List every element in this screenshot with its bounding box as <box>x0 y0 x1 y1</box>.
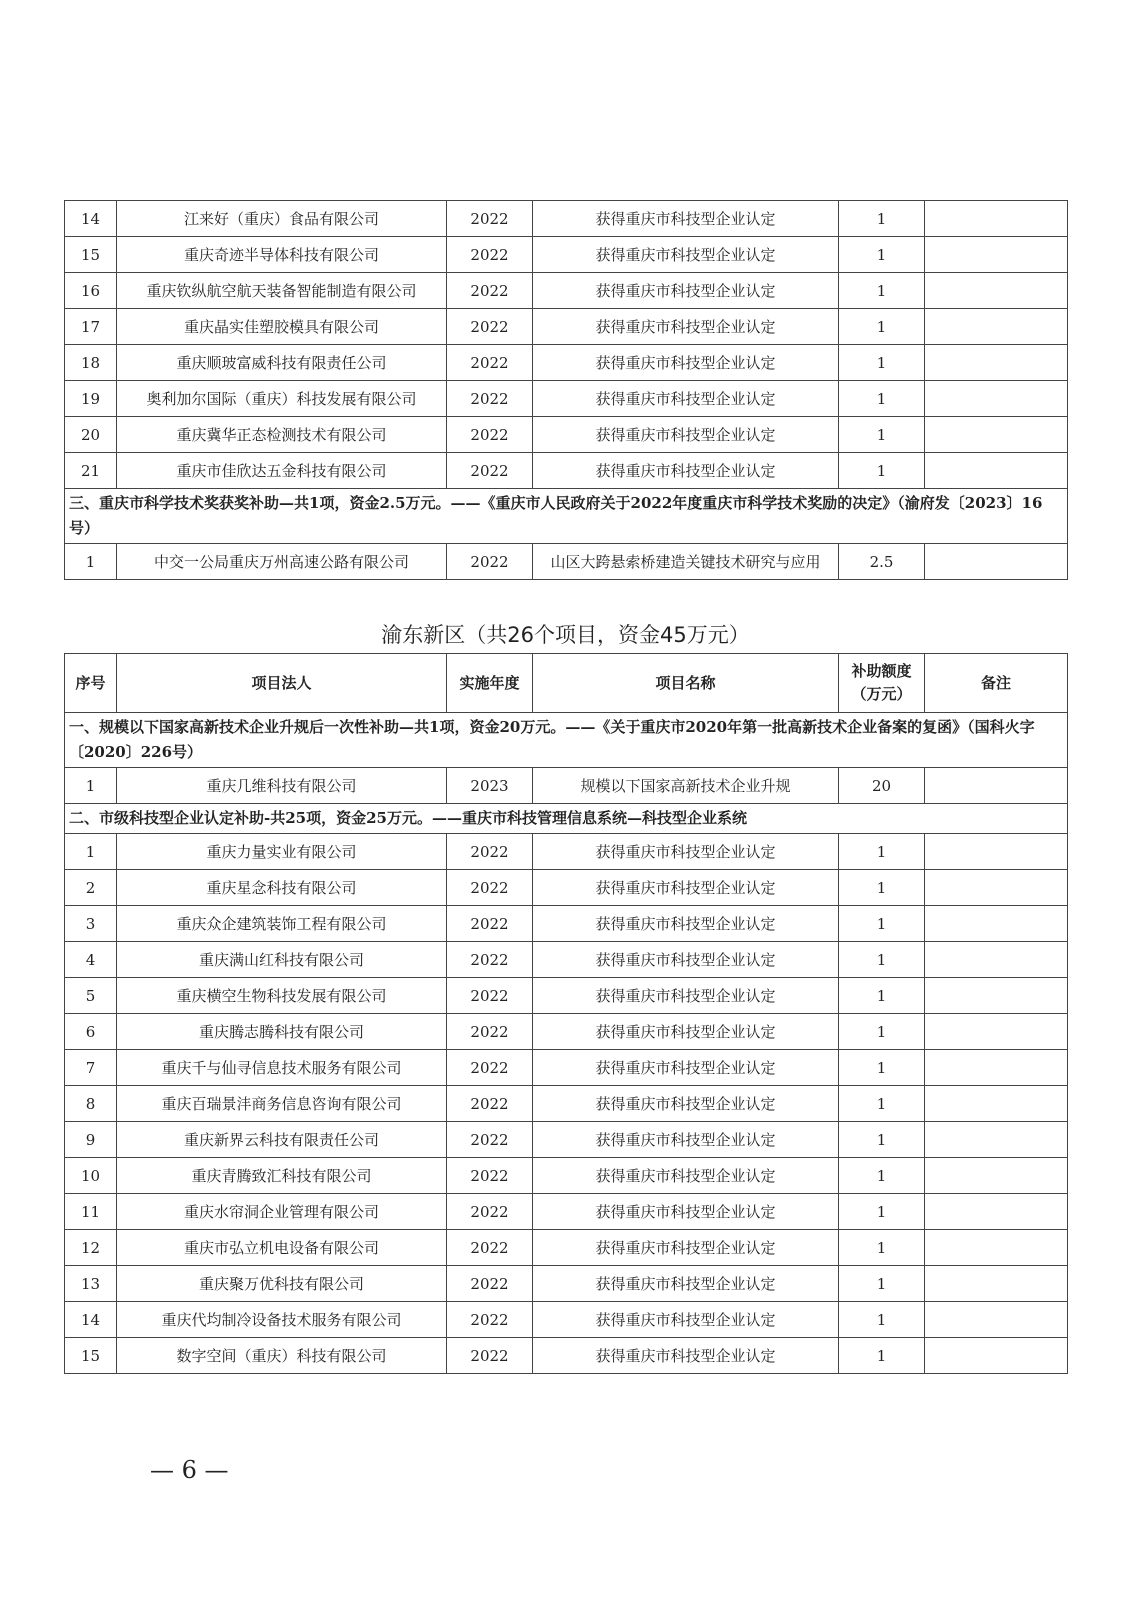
cell-subsidy: 1 <box>839 237 925 273</box>
cell-project-name: 获得重庆市科技型企业认定 <box>533 273 839 309</box>
cell-index: 18 <box>65 345 117 381</box>
cell-remarks <box>925 1122 1068 1158</box>
table-row <box>65 309 1068 345</box>
cell-index: 15 <box>65 1338 117 1374</box>
header-subsidy: 补助额度（万元） <box>839 654 925 713</box>
cell-remarks <box>925 273 1068 309</box>
cell-legal-entity: 重庆力量实业有限公司 <box>117 834 447 870</box>
cell-remarks <box>925 942 1068 978</box>
cell-index: 9 <box>65 1122 117 1158</box>
table-row <box>65 544 1068 580</box>
cell-index: 17 <box>65 309 117 345</box>
cell-index: 10 <box>65 1158 117 1194</box>
cell-remarks <box>925 1050 1068 1086</box>
cell-legal-entity: 数字空间（重庆）科技有限公司 <box>117 1338 447 1374</box>
table-row <box>65 453 1068 489</box>
cell-index: 20 <box>65 417 117 453</box>
cell-subsidy: 1 <box>839 1050 925 1086</box>
cell-project-name: 获得重庆市科技型企业认定 <box>533 1086 839 1122</box>
cell-legal-entity: 重庆横空生物科技发展有限公司 <box>117 978 447 1014</box>
cell-legal-entity: 重庆百瑞景沣商务信息咨询有限公司 <box>117 1086 447 1122</box>
table-row <box>65 201 1068 237</box>
table-row <box>65 870 1068 906</box>
cell-year: 2022 <box>447 453 533 489</box>
cell-project-name: 获得重庆市科技型企业认定 <box>533 1194 839 1230</box>
table-row <box>65 1194 1068 1230</box>
cell-year: 2022 <box>447 201 533 237</box>
cell-project-name: 获得重庆市科技型企业认定 <box>533 453 839 489</box>
table-row <box>65 1086 1068 1122</box>
cell-remarks <box>925 201 1068 237</box>
table-row <box>65 345 1068 381</box>
cell-project-name: 获得重庆市科技型企业认定 <box>533 417 839 453</box>
cell-subsidy: 1 <box>839 1158 925 1194</box>
cell-index: 15 <box>65 237 117 273</box>
cell-index: 7 <box>65 1050 117 1086</box>
cell-year: 2022 <box>447 1302 533 1338</box>
cell-remarks <box>925 1338 1068 1374</box>
cell-remarks <box>925 417 1068 453</box>
cell-year: 2022 <box>447 1050 533 1086</box>
table-row <box>65 1122 1068 1158</box>
cell-legal-entity: 重庆聚万优科技有限公司 <box>117 1266 447 1302</box>
cell-legal-entity: 重庆水帘洞企业管理有限公司 <box>117 1194 447 1230</box>
table-row <box>65 906 1068 942</box>
cell-legal-entity: 重庆千与仙寻信息技术服务有限公司 <box>117 1050 447 1086</box>
cell-remarks <box>925 1014 1068 1050</box>
table-row <box>65 1050 1068 1086</box>
cell-legal-entity: 重庆满山红科技有限公司 <box>117 942 447 978</box>
cell-subsidy: 1 <box>839 417 925 453</box>
cell-subsidy: 1 <box>839 1194 925 1230</box>
cell-year: 2022 <box>447 870 533 906</box>
cell-remarks <box>925 1266 1068 1302</box>
cell-project-name: 获得重庆市科技型企业认定 <box>533 237 839 273</box>
cell-subsidy: 1 <box>839 453 925 489</box>
cell-remarks <box>925 1158 1068 1194</box>
cell-project-name: 获得重庆市科技型企业认定 <box>533 345 839 381</box>
cell-subsidy: 1 <box>839 1338 925 1374</box>
table-row <box>65 768 1068 804</box>
cell-project-name: 获得重庆市科技型企业认定 <box>533 1338 839 1374</box>
cell-year: 2022 <box>447 1194 533 1230</box>
cell-year: 2022 <box>447 1014 533 1050</box>
cell-remarks <box>925 1086 1068 1122</box>
cell-year: 2022 <box>447 273 533 309</box>
cell-remarks <box>925 237 1068 273</box>
section-row-1 <box>65 713 1068 768</box>
cell-year: 2022 <box>447 942 533 978</box>
cell-subsidy: 1 <box>839 381 925 417</box>
cell-subsidy: 1 <box>839 834 925 870</box>
cell-subsidy: 1 <box>839 201 925 237</box>
cell-subsidy: 1 <box>839 1302 925 1338</box>
cell-subsidy: 1 <box>839 273 925 309</box>
cell-subsidy: 1 <box>839 1086 925 1122</box>
cell-year: 2022 <box>447 544 533 580</box>
cell-legal-entity: 重庆冀华正态检测技术有限公司 <box>117 417 447 453</box>
header-index: 序号 <box>65 654 117 713</box>
cell-legal-entity: 重庆市佳欣达五金科技有限公司 <box>117 453 447 489</box>
table-row <box>65 417 1068 453</box>
cell-project-name: 获得重庆市科技型企业认定 <box>533 201 839 237</box>
cell-index: 14 <box>65 201 117 237</box>
header-year: 实施年度 <box>447 654 533 713</box>
cell-legal-entity: 重庆腾志腾科技有限公司 <box>117 1014 447 1050</box>
table-row <box>65 1266 1068 1302</box>
cell-remarks <box>925 768 1068 804</box>
cell-project-name: 获得重庆市科技型企业认定 <box>533 870 839 906</box>
cell-subsidy: 1 <box>839 1122 925 1158</box>
header-row <box>65 654 1068 713</box>
table-row <box>65 273 1068 309</box>
cell-legal-entity: 奥利加尔国际（重庆）科技发展有限公司 <box>117 381 447 417</box>
cell-remarks <box>925 345 1068 381</box>
cell-index: 13 <box>65 1266 117 1302</box>
cell-project-name: 获得重庆市科技型企业认定 <box>533 1266 839 1302</box>
cell-legal-entity: 重庆新界云科技有限责任公司 <box>117 1122 447 1158</box>
header-legal-entity: 项目法人 <box>117 654 447 713</box>
table-row <box>65 978 1068 1014</box>
cell-year: 2022 <box>447 237 533 273</box>
cell-remarks <box>925 906 1068 942</box>
cell-index: 12 <box>65 1230 117 1266</box>
cell-index: 2 <box>65 870 117 906</box>
cell-project-name: 获得重庆市科技型企业认定 <box>533 1050 839 1086</box>
cell-index: 11 <box>65 1194 117 1230</box>
cell-legal-entity: 重庆奇迹半导体科技有限公司 <box>117 237 447 273</box>
cell-legal-entity: 重庆钦纵航空航天装备智能制造有限公司 <box>117 273 447 309</box>
table-row <box>65 942 1068 978</box>
cell-remarks <box>925 309 1068 345</box>
cell-index: 3 <box>65 906 117 942</box>
cell-remarks <box>925 978 1068 1014</box>
table-row <box>65 237 1068 273</box>
cell-remarks <box>925 1230 1068 1266</box>
cell-legal-entity: 重庆晶实佳塑胶模具有限公司 <box>117 309 447 345</box>
cell-subsidy: 20 <box>839 768 925 804</box>
cell-remarks <box>925 870 1068 906</box>
region-title: 渝东新区（共26个项目，资金45万元） <box>381 623 750 647</box>
cell-project-name: 获得重庆市科技型企业认定 <box>533 1014 839 1050</box>
cell-index: 6 <box>65 1014 117 1050</box>
table-row <box>65 834 1068 870</box>
cell-index: 4 <box>65 942 117 978</box>
table-row <box>65 381 1068 417</box>
cell-legal-entity: 重庆市弘立机电设备有限公司 <box>117 1230 447 1266</box>
cell-legal-entity: 重庆顺玻富威科技有限责任公司 <box>117 345 447 381</box>
cell-index: 16 <box>65 273 117 309</box>
cell-year: 2023 <box>447 768 533 804</box>
cell-project-name: 获得重庆市科技型企业认定 <box>533 978 839 1014</box>
cell-year: 2022 <box>447 417 533 453</box>
cell-subsidy: 1 <box>839 345 925 381</box>
cell-legal-entity: 重庆几维科技有限公司 <box>117 768 447 804</box>
cell-index: 8 <box>65 1086 117 1122</box>
section-heading: 一、规模以下国家高新技术企业升规后一次性补助—共1项，资金20万元。——《关于重庆市2020年第一批高新技术企业备案的复函》（国科火字〔2020〕226号） <box>65 713 1068 768</box>
cell-subsidy: 1 <box>839 1266 925 1302</box>
table-row <box>65 1302 1068 1338</box>
cell-year: 2022 <box>447 1122 533 1158</box>
cell-project-name: 获得重庆市科技型企业认定 <box>533 834 839 870</box>
cell-year: 2022 <box>447 1266 533 1302</box>
funding-table-continued <box>64 200 1068 580</box>
cell-index: 1 <box>65 834 117 870</box>
cell-year: 2022 <box>447 381 533 417</box>
cell-subsidy: 1 <box>839 870 925 906</box>
cell-legal-entity: 江来好（重庆）食品有限公司 <box>117 201 447 237</box>
table-row <box>65 1338 1068 1374</box>
cell-remarks <box>925 1194 1068 1230</box>
cell-subsidy: 1 <box>839 906 925 942</box>
cell-legal-entity: 重庆众企建筑装饰工程有限公司 <box>117 906 447 942</box>
cell-project-name: 获得重庆市科技型企业认定 <box>533 1122 839 1158</box>
cell-year: 2022 <box>447 978 533 1014</box>
cell-project-name: 获得重庆市科技型企业认定 <box>533 906 839 942</box>
page-number: — 6 — <box>150 1456 229 1484</box>
cell-legal-entity: 重庆代均制冷设备技术服务有限公司 <box>117 1302 447 1338</box>
table-row <box>65 1230 1068 1266</box>
header-project-name: 项目名称 <box>533 654 839 713</box>
cell-index: 1 <box>65 544 117 580</box>
cell-remarks <box>925 834 1068 870</box>
cell-project-name: 获得重庆市科技型企业认定 <box>533 1158 839 1194</box>
cell-subsidy: 1 <box>839 978 925 1014</box>
cell-index: 14 <box>65 1302 117 1338</box>
cell-project-name: 获得重庆市科技型企业认定 <box>533 309 839 345</box>
cell-subsidy: 2.5 <box>839 544 925 580</box>
cell-subsidy: 1 <box>839 942 925 978</box>
section-heading: 二、市级科技型企业认定补助-共25项，资金25万元。——重庆市科技管理信息系统—科技型企业系统 <box>65 804 1068 834</box>
cell-year: 2022 <box>447 906 533 942</box>
cell-remarks <box>925 453 1068 489</box>
cell-year: 2022 <box>447 1158 533 1194</box>
cell-year: 2022 <box>447 1338 533 1374</box>
cell-remarks <box>925 544 1068 580</box>
funding-table-yudong <box>64 653 1068 1374</box>
table-row <box>65 1158 1068 1194</box>
cell-project-name: 获得重庆市科技型企业认定 <box>533 942 839 978</box>
cell-year: 2022 <box>447 1230 533 1266</box>
section-row-2 <box>65 804 1068 834</box>
cell-legal-entity: 重庆青腾致汇科技有限公司 <box>117 1158 447 1194</box>
cell-year: 2022 <box>447 1086 533 1122</box>
cell-remarks <box>925 1302 1068 1338</box>
cell-index: 1 <box>65 768 117 804</box>
header-remarks: 备注 <box>925 654 1068 713</box>
cell-subsidy: 1 <box>839 309 925 345</box>
cell-remarks <box>925 381 1068 417</box>
cell-project-name: 山区大跨悬索桥建造关键技术研究与应用 <box>533 544 839 580</box>
cell-index: 5 <box>65 978 117 1014</box>
cell-index: 19 <box>65 381 117 417</box>
cell-index: 21 <box>65 453 117 489</box>
cell-subsidy: 1 <box>839 1230 925 1266</box>
table-row <box>65 1014 1068 1050</box>
section-heading: 三、重庆市科学技术奖获奖补助—共1项，资金2.5万元。——《重庆市人民政府关于2022年度重庆市科学技术奖励的决定》（渝府发〔2023〕16号） <box>65 489 1068 544</box>
cell-project-name: 获得重庆市科技型企业认定 <box>533 1230 839 1266</box>
cell-project-name: 获得重庆市科技型企业认定 <box>533 381 839 417</box>
cell-year: 2022 <box>447 345 533 381</box>
cell-project-name: 获得重庆市科技型企业认定 <box>533 1302 839 1338</box>
section-row-3 <box>65 489 1068 544</box>
cell-legal-entity: 重庆星念科技有限公司 <box>117 870 447 906</box>
cell-legal-entity: 中交一公局重庆万州高速公路有限公司 <box>117 544 447 580</box>
cell-subsidy: 1 <box>839 1014 925 1050</box>
cell-project-name: 规模以下国家高新技术企业升规 <box>533 768 839 804</box>
cell-year: 2022 <box>447 309 533 345</box>
cell-year: 2022 <box>447 834 533 870</box>
